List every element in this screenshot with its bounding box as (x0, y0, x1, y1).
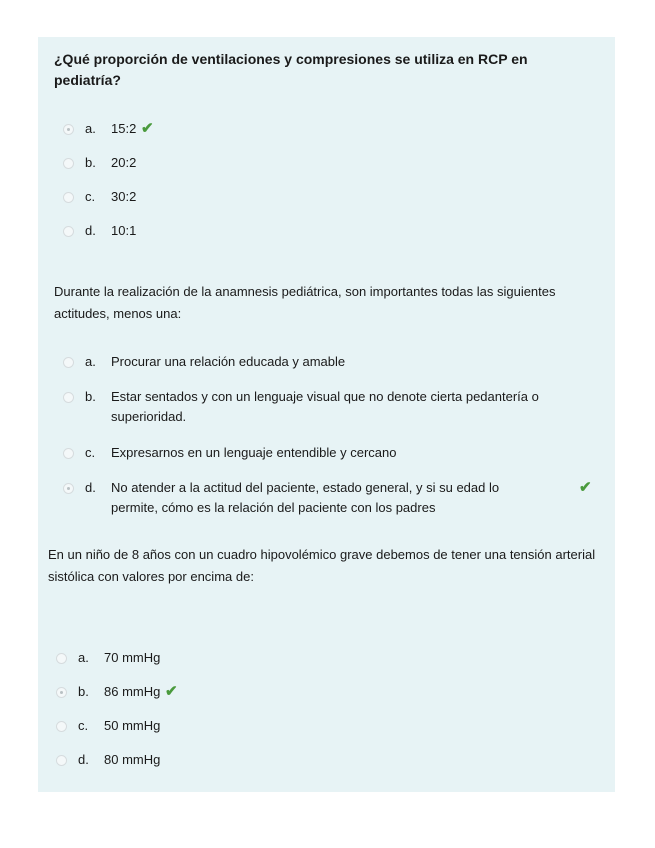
question-1-option-c[interactable] (38, 187, 615, 207)
option-text: 10:1 (111, 223, 137, 238)
question-2-panel (38, 269, 615, 524)
option-letter: b. (78, 684, 89, 699)
question-3-option-b[interactable] (38, 682, 615, 702)
option-letter: a. (85, 354, 96, 369)
checkmark-icon: ✔ (141, 120, 154, 137)
option-text: 15:2 (111, 121, 137, 136)
radio-button[interactable] (56, 687, 67, 698)
radio-button[interactable] (56, 755, 67, 766)
question-3-panel (38, 524, 615, 792)
option-text: Estar sentados y con un lenguaje visual que no denote cierta pedantería o superioridad. (111, 389, 539, 424)
option-letter: b. (85, 155, 96, 170)
radio-button[interactable] (63, 158, 74, 169)
question-1-text: ¿Qué proporción de ventilaciones y compresiones se utiliza en RCP en pediatría? (54, 51, 528, 88)
question-3-option-a[interactable] (38, 648, 615, 668)
radio-button[interactable] (56, 721, 67, 732)
question-2-option-a[interactable] (38, 352, 615, 372)
question-3-option-c[interactable] (38, 716, 615, 736)
option-text: Expresarnos en un lenguaje entendible y cercano (111, 445, 397, 460)
option-text: 86 mmHg (104, 684, 161, 699)
option-letter: d. (78, 752, 89, 767)
radio-button[interactable] (63, 192, 74, 203)
radio-button[interactable] (63, 392, 74, 403)
option-letter: a. (78, 650, 89, 665)
question-1-panel (38, 37, 615, 269)
option-letter: c. (85, 189, 96, 204)
option-text: Procurar una relación educada y amable (111, 354, 346, 369)
radio-button[interactable] (63, 124, 74, 135)
option-text: 70 mmHg (104, 650, 161, 665)
option-text: No atender a la actitud del paciente, estado general, y si su edad lo permite, cómo es la relación del paciente con los padres (111, 480, 500, 515)
checkmark-icon: ✔ (165, 683, 178, 700)
option-letter: b. (85, 389, 96, 404)
question-1-option-b[interactable] (38, 153, 615, 173)
option-letter: a. (85, 121, 96, 136)
option-text: 30:2 (111, 189, 137, 204)
option-letter: c. (85, 445, 96, 460)
radio-button[interactable] (56, 653, 67, 664)
question-1-option-d[interactable] (38, 221, 615, 241)
question-2-option-d[interactable] (38, 478, 615, 518)
radio-button[interactable] (63, 357, 74, 368)
checkmark-icon: ✔ (579, 479, 592, 496)
question-1-option-a[interactable] (38, 119, 615, 139)
radio-button[interactable] (63, 226, 74, 237)
question-3-text: En un niño de 8 años con un cuadro hipovolémico grave debemos de tener una tensión arterial sistólica con valores por encima de: (48, 547, 596, 584)
question-2-option-b[interactable] (38, 387, 615, 427)
option-letter: c. (78, 718, 89, 733)
radio-button[interactable] (63, 483, 74, 494)
option-text: 50 mmHg (104, 718, 161, 733)
radio-button[interactable] (63, 448, 74, 459)
question-3-option-d[interactable] (38, 750, 615, 770)
option-letter: d. (85, 480, 96, 495)
option-letter: d. (85, 223, 96, 238)
option-text: 20:2 (111, 155, 137, 170)
option-text: 80 mmHg (104, 752, 161, 767)
question-2-option-c[interactable] (38, 443, 615, 463)
question-2-text: Durante la realización de la anamnesis pediátrica, son importantes todas las siguientes actitudes, menos una: (54, 284, 556, 321)
